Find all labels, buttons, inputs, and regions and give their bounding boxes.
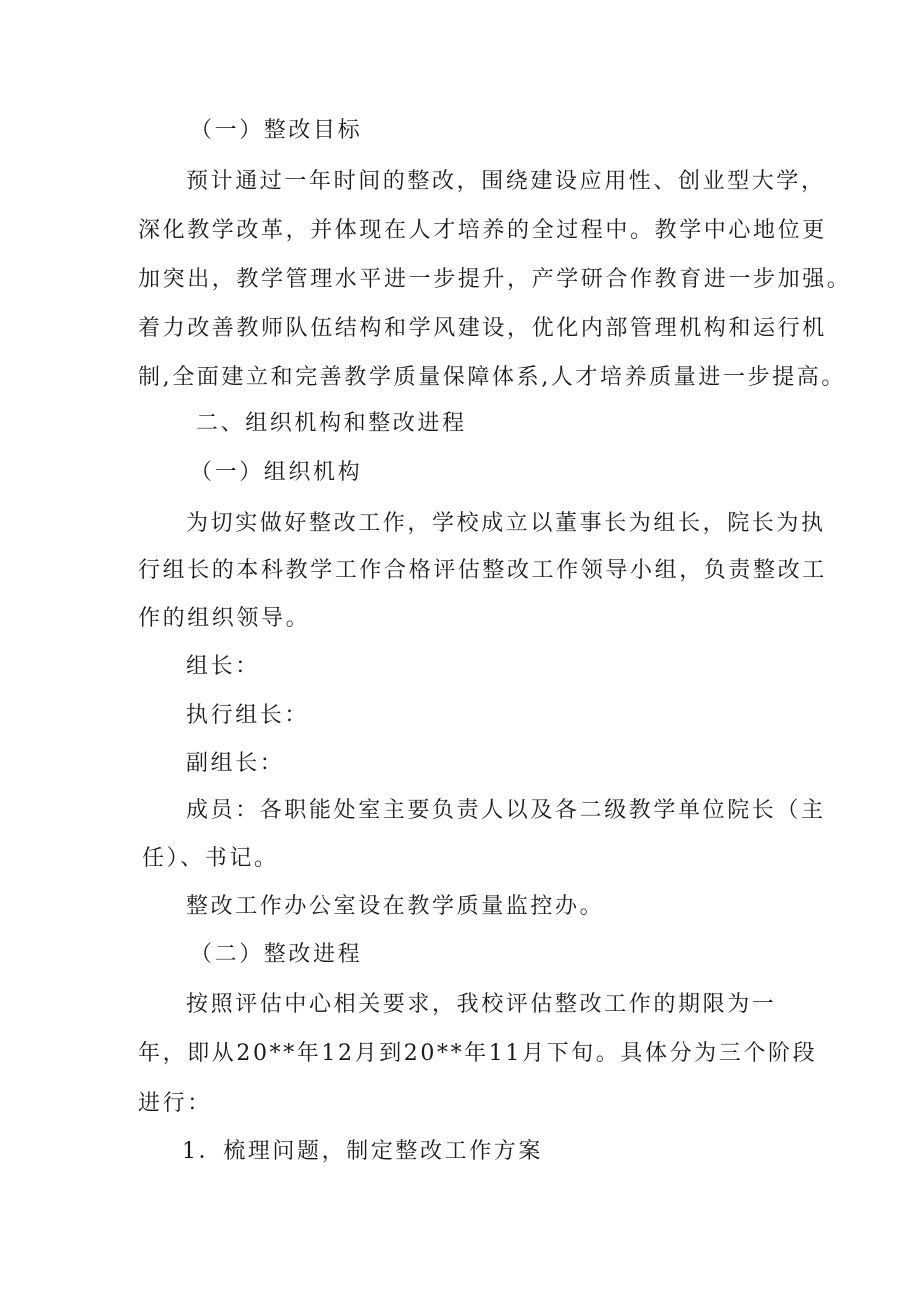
paragraph-goals-line-1: 预计通过一年时间的整改，围绕建设应用性、创业型大学， [186,169,826,194]
step-1-heading: 1．梳理问题，制定整改工作方案 [182,1139,543,1164]
paragraph-organization-line-1: 为切实做好整改工作，学校成立以董事长为组长，院长为执 [186,511,826,536]
subheading-rectification-progress: （二）整改进程 [190,942,363,967]
subheading-rectification-goals: （一）整改目标 [190,118,363,143]
deputy-leader-line: 副组长： [186,751,285,776]
executive-leader-line: 执行组长： [186,703,310,728]
leader-line: 组长： [186,654,260,679]
office-line: 整改工作办公室设在教学质量监控办。 [186,894,605,919]
paragraph-progress-line-2: 年，即从20**年12月到20**年11月下旬。具体分为三个阶段 [138,1041,818,1066]
members-line-1: 成员：各职能处室主要负责人以及各二级教学单位院长（主 [186,798,826,823]
paragraph-goals-line-2: 深化教学改革，并体现在人才培养的全过程中。教学中心地位更 [138,218,827,243]
paragraph-goals-line-3: 加突出，教学管理水平进一步提升，产学研合作教育进一步加强。 [138,267,852,292]
members-line-2: 任）、书记。 [142,846,279,871]
subheading-organization: （一）组织机构 [190,460,363,485]
heading-organization-and-progress: 二、组织机构和整改进程 [196,411,467,436]
paragraph-goals-line-4: 着力改善教师队伍结构和学风建设，优化内部管理机构和运行机 [138,316,827,341]
paragraph-organization-line-2: 行组长的本科教学工作合格评估整改工作领导小组，负责整改工 [138,558,827,583]
paragraph-progress-line-1: 按照评估中心相关要求，我校评估整改工作的期限为一 [186,992,777,1017]
paragraph-goals-line-5: 制,全面建立和完善教学质量保障体系,人才培养质量进一步提高。 [138,365,846,390]
paragraph-progress-line-3: 进行： [138,1091,212,1116]
paragraph-organization-line-3: 作的组织领导。 [138,606,311,631]
